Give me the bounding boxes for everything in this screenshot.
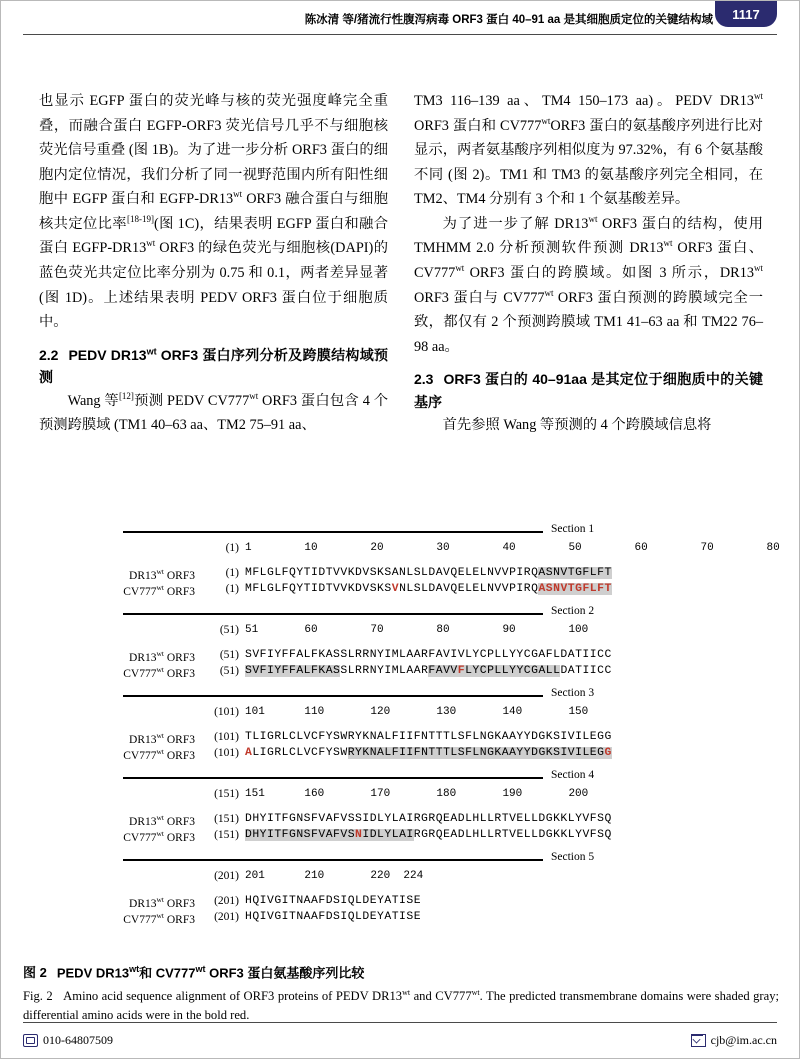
ruler-ticks-3: 101 110 120 130 140 150 [245,706,589,718]
row-label-dr13-3: $DR13^{wt}$ ORF3 [129,731,195,746]
sequence-cv777-2: SVFIYFFALFKASSLRRNYIMLAARFAVVFLYCPLLYYCGALLDATIICC [245,665,612,677]
caption-cn-label: 图 2 [23,965,47,981]
row-paren-dr13-3: (101) [214,731,239,743]
sequence-dr13-3: TLIGRLCLVCFYSWRYKNALFIIFNTTTLSFLNGKAAYYDGKSIVILEGG [245,731,612,743]
ruler-paren-4: (151) [214,788,239,800]
sequence-cv777-3: ALIGRLCLVCFYSWRYKNALFIIFNTTTLSFLNGKAAYYDGKSIVILEGG [245,747,612,759]
row-paren-cv777-4: (151) [214,829,239,841]
section-label-5: Section 5 [551,851,595,863]
sequence-dr13-1: MFLGLFQYTIDTVVKDVSKSANLSLDAVQELELNVVPIRQASNVTGFLFT [245,567,612,579]
row-label-cv777-4: $CV777^{wt}$ ORF3 [123,829,195,844]
sequence-cv777-1: MFLGLFQYTIDTVVKDVSKSVNLSLDAVQELELNVVPIRQASNVTGFLFT [245,583,612,595]
section-rule-3 [123,695,543,697]
section-number-2-3: 2.3 [414,371,434,388]
row-paren-dr13-5: (201) [214,895,239,907]
right-column [414,89,763,438]
section-heading-2-3: 2.3 ORF3 蛋白的 40–91aa 是其定位于细胞质中的关键基序 [414,371,763,410]
right-paragraph-2: 为了进一步了解 $DR13^{wt}$ ORF3 蛋白的结构，使用 TMHMM 2.0 分析预测软件预测 $DR13^{wt}$ ORF3 蛋白、$CV777^{wt}$ ORF3 蛋白的跨膜域。如图 3 所示，$DR13^{wt}$ ORF3 蛋白与 $CV777^{wt}$ ORF3 蛋白预测的跨膜域完全一致，都仅有 2 个预测跨膜域 TM1 41–63 aa 和 TM22 76–98 aa。 [414,214,764,355]
right-paragraph-1: TM3 116–139 aa、TM4 150–173 aa)。PEDV $DR13^{wt}$ ORF3 蛋白和 $CV777^{wt}ORF3$ 蛋白的氨基酸序列进行比对显示，两者氨基酸序列相似度为 97.32%，有 6 个氨基酸不同 (图 2)。TM1 和 TM3 的氨基酸序列完全相同，在 TM2、TM4 分别有 3 个和 1 个氨基酸差异。 [414,91,763,208]
ruler-paren-3: (101) [214,706,239,718]
ruler-paren-2: (51) [219,624,239,636]
sequence-dr13-5: HQIVGITNAAFDSIQLDEYATISE [245,895,422,907]
caption-chinese: 图 2 PEDV $DR13^{wt}$和 $CV777^{wt}$ ORF3 蛋白氨基酸序列比较 [23,964,365,981]
row-label-cv777-2: $CV777^{wt}$ ORF3 [123,665,195,680]
right-paragraph-3: 首先参照 Wang 等预测的 4 个跨膜域信息将 [442,417,712,434]
footer-divider [23,1022,777,1023]
page-number-badge: 1117 [715,1,777,27]
section-number-2-2: 2.2 [39,346,59,363]
row-paren-dr13-4: (151) [214,813,239,825]
footer-phone [23,1033,113,1048]
row-label-dr13-1: $DR13^{wt}$ ORF3 [129,567,195,582]
row-label-dr13-5: $DR13^{wt}$ ORF3 [129,895,195,910]
section-label-3: Section 3 [551,687,595,699]
row-label-dr13-4: $DR13^{wt}$ ORF3 [129,813,195,828]
section-rule-5 [123,859,543,861]
footer-phone-text: 010-64807509 [43,1032,113,1047]
phone-icon [23,1034,38,1047]
section-heading-2-2: 2.2 PEDV $DR13^{wt}$ ORF3 蛋白序列分析及跨膜结构域预测 [39,346,388,386]
left-column [39,89,388,438]
header-divider [23,34,777,35]
ruler-ticks-2: 51 60 70 80 90 100 [245,624,589,636]
row-label-dr13-2: $DR13^{wt}$ ORF3 [129,649,195,664]
row-paren-cv777-2: (51) [219,665,239,677]
row-paren-cv777-5: (201) [214,911,239,923]
ruler-ticks-5: 201 210 220 224 [245,870,424,882]
footer-email-text: cjb@im.ac.cn [710,1032,777,1047]
section-label-2: Section 2 [551,605,595,617]
row-paren-dr13-2: (51) [219,649,239,661]
running-title: 陈冰清 等/猪流行性腹泻病毒 ORF3 蛋白 40–91 aa 是其细胞质定位的关键结构域 [304,14,713,26]
figure-caption [23,963,779,1024]
row-paren-dr13-1: (1) [225,567,239,579]
section-label-1: Section 1 [551,523,595,535]
row-paren-cv777-1: (1) [225,583,239,595]
row-label-cv777-5: $CV777^{wt}$ ORF3 [123,911,195,926]
ruler-ticks-1: 1 10 20 30 40 50 60 70 80 [245,542,780,554]
sequence-dr13-4: DHYITFGNSFVAFVSSIDLYLAIRGRQEADLHLLRTVELLDGKKLYVFSQ [245,813,612,825]
page-footer [23,1029,777,1051]
section-rule-2 [123,613,543,615]
left-paragraph-2: Wang 等[12]预测 PEDV $CV777^{wt}$ ORF3 蛋白包含 4 个预测跨膜域 (TM1 40–63 aa、TM2 75–91 aa、 [39,390,388,434]
sequence-cv777-4: DHYITFGNSFVAFVSNIDLYLAIRGRQEADLHLLRTVELLDGKKLYVFSQ [245,829,612,841]
sequence-cv777-5: HQIVGITNAAFDSIQLDEYATISE [245,911,422,923]
ruler-paren-1: (1) [225,542,239,554]
row-paren-cv777-3: (101) [214,747,239,759]
footer-email [691,1033,777,1048]
ruler-paren-5: (201) [214,870,239,882]
sequence-dr13-2: SVFIYFFALFKASSLRRNYIMLAARFAVIVLYCPLLYYCGAFLDATIICC [245,649,612,661]
row-label-cv777-3: $CV777^{wt}$ ORF3 [123,747,195,762]
section-rule-1 [123,531,543,533]
left-paragraph-1: 也显示 EGFP 蛋白的荧光峰与核的荧光强度峰完全重叠，而融合蛋白 EGFP-ORF3 荧光信号几乎不与细胞核荧光信号重叠 (图 1B)。为了进一步分析 ORF3 蛋白的细胞内定位情况，我们分析了同一视野范围内所有阳性细胞中 EGFP 蛋白和 EGFP-$DR13^{wt}$ ORF3 融合蛋白与细胞核共定位比率[18-19](图 1C)，结果表明 EGFP 蛋白和融合蛋白 EGFP-$DR13^{wt}$ ORF3 的绿色荧光与细胞核(DAPI)的蓝色荧光共定位比率分别为 0.75 和 0.1，两者差异显著 (图 1D)。上述结果表明 PEDV ORF3 蛋白位于细胞质中。 [39,93,389,331]
ruler-ticks-4: 151 160 170 180 190 200 [245,788,589,800]
caption-english: Fig. 2 Amino acid sequence alignment of ORF3 proteins of PEDV $DR13^{wt}$ and $CV777^{wt}$. The predicted transmembrane domains were shaded gray; differential amino acids were in the bold red. [23,988,779,1022]
mail-icon [691,1034,706,1047]
section-label-4: Section 4 [551,769,595,781]
figure-2-alignment [39,519,780,949]
text-columns [39,89,763,438]
page-header [1,1,799,35]
row-label-cv777-1: $CV777^{wt}$ ORF3 [123,583,195,598]
section-rule-4 [123,777,543,779]
